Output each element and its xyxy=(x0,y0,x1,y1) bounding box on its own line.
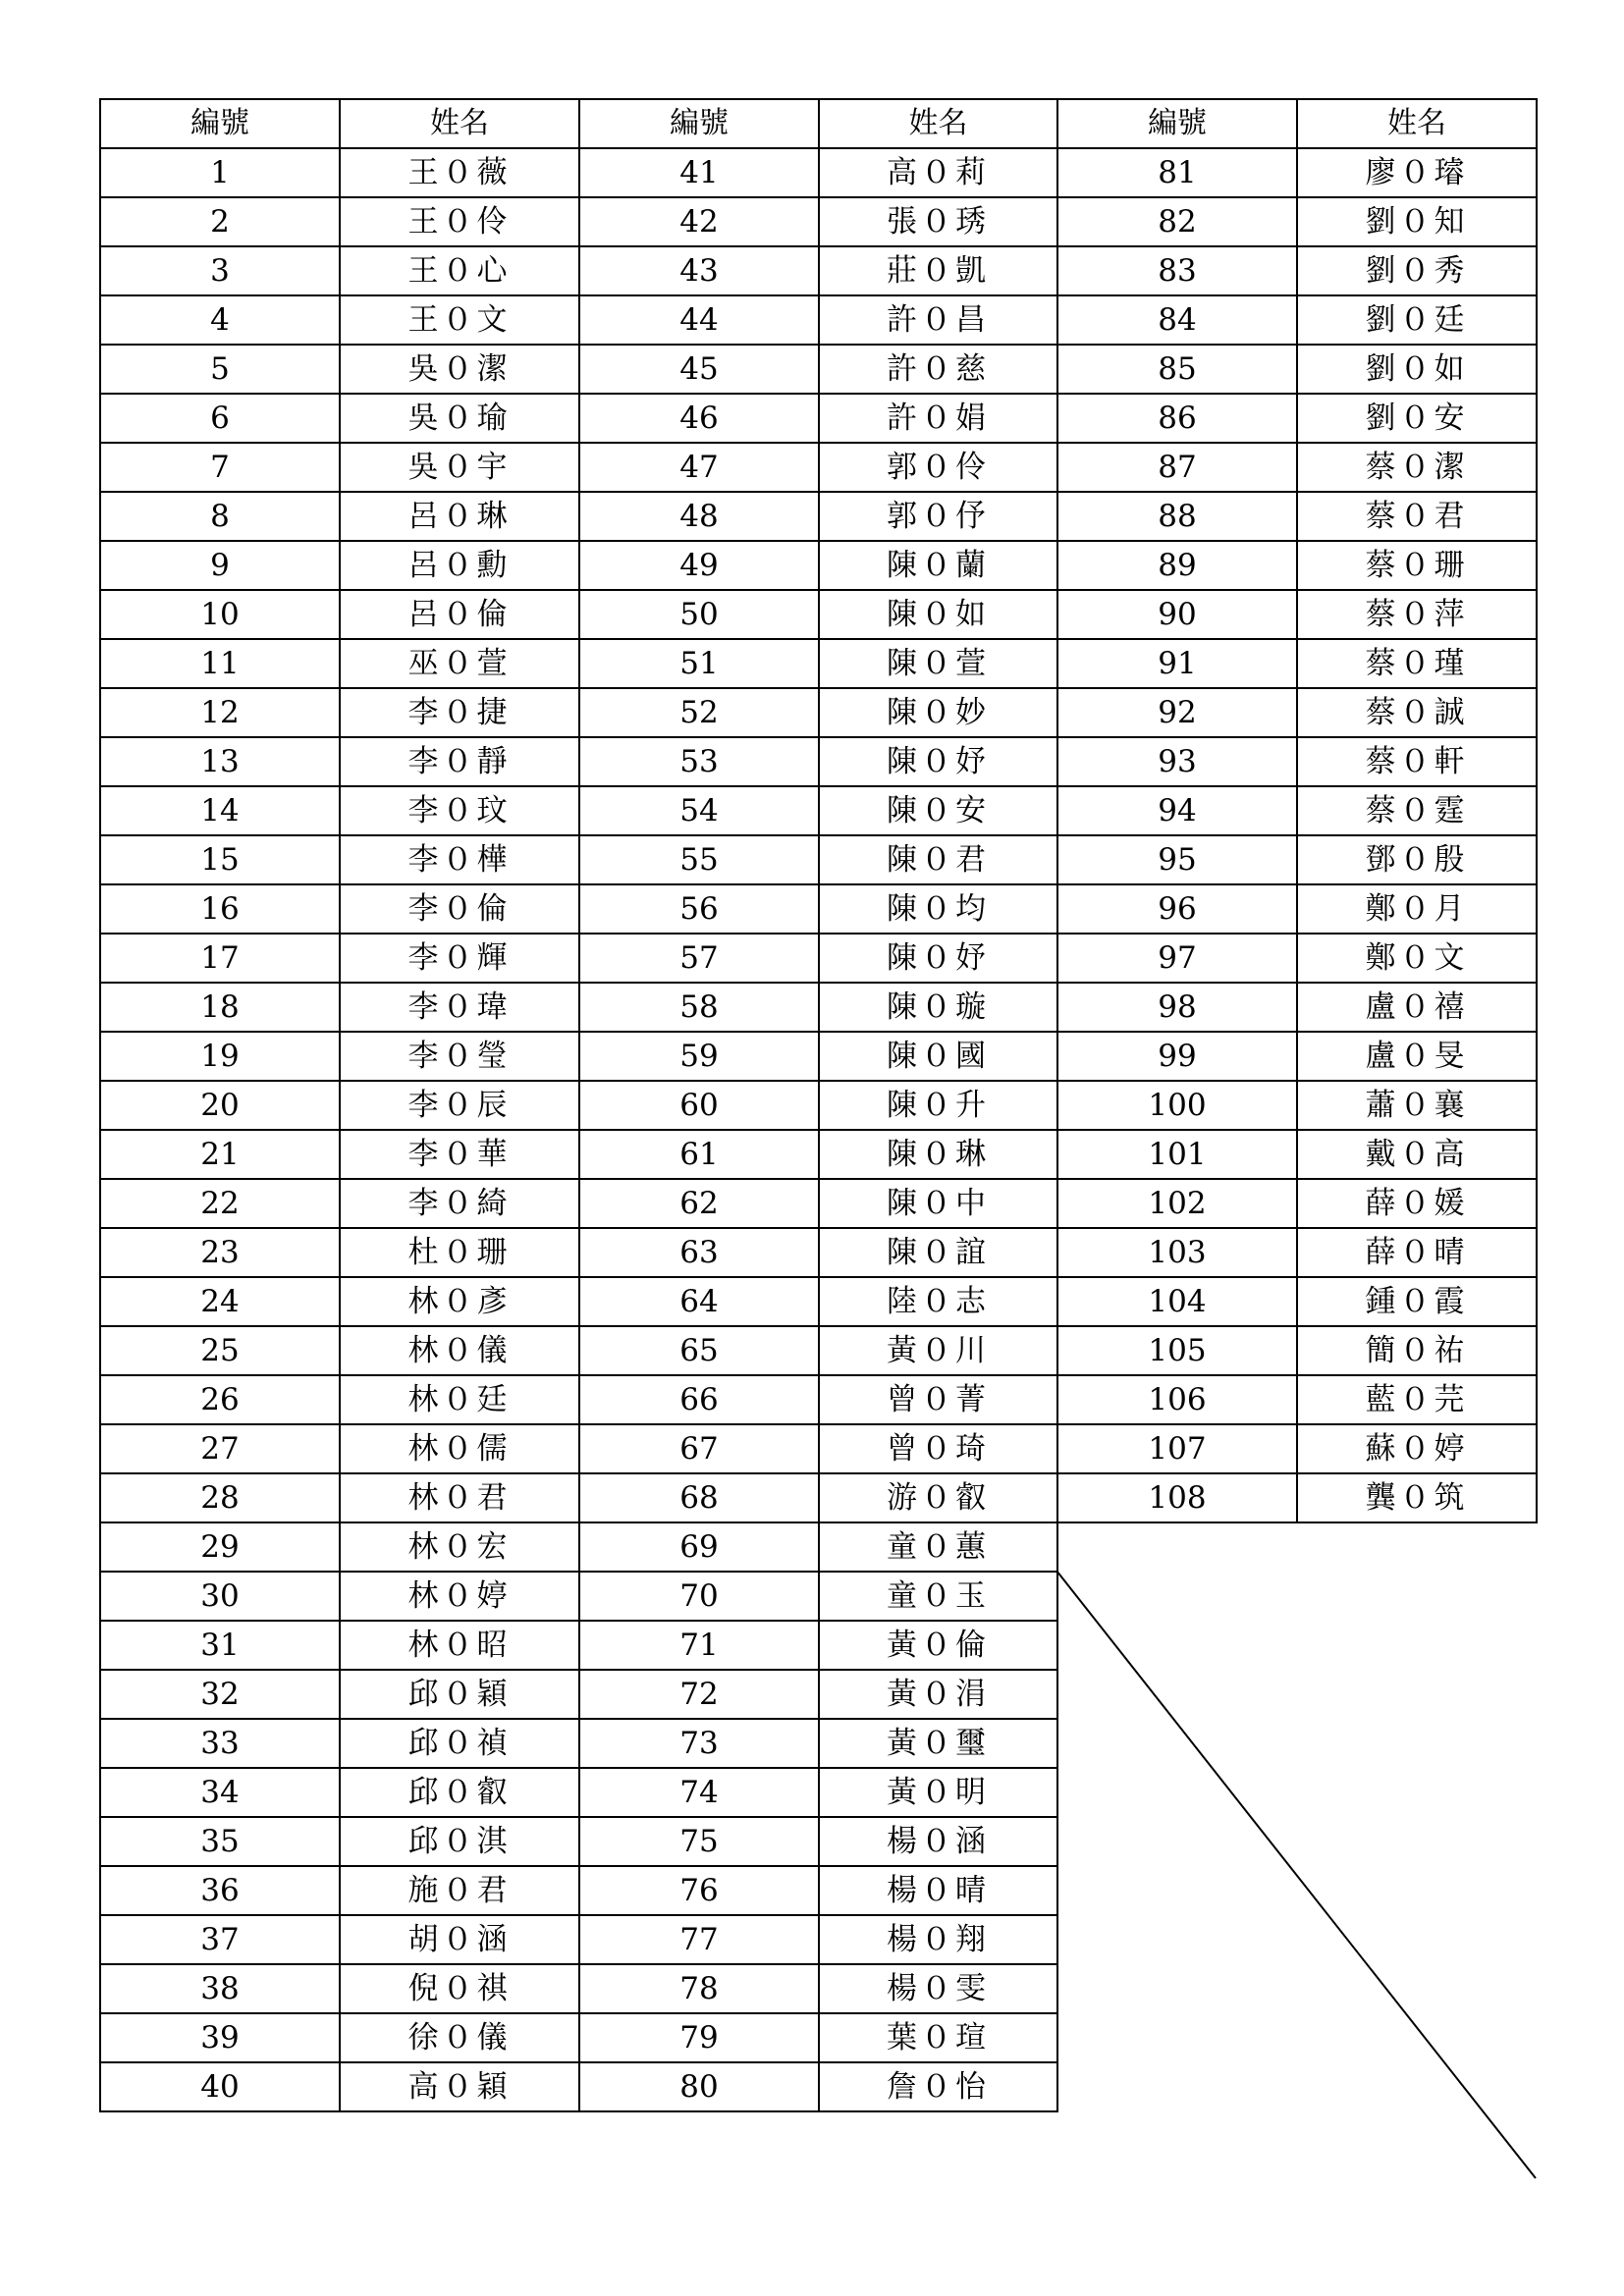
entry-name: 蔡０霆 xyxy=(1297,786,1537,835)
entry-number: 105 xyxy=(1057,1326,1297,1375)
entry-number: 41 xyxy=(579,148,819,197)
entry-name: 倪０祺 xyxy=(340,1964,579,2013)
entry-name: 林０廷 xyxy=(340,1375,579,1424)
entry-name: 林０儀 xyxy=(340,1326,579,1375)
table-row xyxy=(100,737,1537,786)
empty-cell xyxy=(1057,1522,1297,1572)
entry-number: 35 xyxy=(100,1817,340,1866)
entry-number: 38 xyxy=(100,1964,340,2013)
entry-name: 李０樺 xyxy=(340,835,579,884)
entry-name: 蔡０軒 xyxy=(1297,737,1537,786)
header-name: 姓名 xyxy=(340,99,579,148)
table-row xyxy=(100,1081,1537,1130)
table-row xyxy=(100,1130,1537,1179)
entry-number: 31 xyxy=(100,1621,340,1670)
entry-number: 36 xyxy=(100,1866,340,1915)
entry-name: 施０君 xyxy=(340,1866,579,1915)
entry-name: 吳０潔 xyxy=(340,345,579,394)
entry-number: 48 xyxy=(579,492,819,541)
entry-name: 李０瑋 xyxy=(340,983,579,1032)
entry-name: 蔡０潔 xyxy=(1297,443,1537,492)
table-row xyxy=(100,1228,1537,1277)
entry-name: 鍾０霞 xyxy=(1297,1277,1537,1326)
entry-name: 高０穎 xyxy=(340,2062,579,2111)
entry-number: 61 xyxy=(579,1130,819,1179)
entry-number: 33 xyxy=(100,1719,340,1768)
entry-number: 7 xyxy=(100,443,340,492)
table-row xyxy=(100,1424,1537,1473)
entry-number: 108 xyxy=(1057,1473,1297,1522)
entry-number: 92 xyxy=(1057,688,1297,737)
entry-number: 44 xyxy=(579,295,819,345)
entry-name: 鄭０文 xyxy=(1297,934,1537,983)
entry-name: 楊０雯 xyxy=(819,1964,1057,2013)
table-row xyxy=(100,541,1537,590)
entry-number: 47 xyxy=(579,443,819,492)
entry-name: 吳０瑜 xyxy=(340,394,579,443)
entry-name: 林０君 xyxy=(340,1473,579,1522)
entry-name: 鄧０殷 xyxy=(1297,835,1537,884)
entry-number: 73 xyxy=(579,1719,819,1768)
entry-name: 劉０知 xyxy=(1297,197,1537,246)
entry-number: 103 xyxy=(1057,1228,1297,1277)
entry-number: 57 xyxy=(579,934,819,983)
header-row xyxy=(100,99,1537,148)
entry-number: 32 xyxy=(100,1670,340,1719)
entry-name: 廖０璿 xyxy=(1297,148,1537,197)
entry-number: 85 xyxy=(1057,345,1297,394)
entry-number: 58 xyxy=(579,983,819,1032)
entry-name: 劉０秀 xyxy=(1297,246,1537,295)
entry-name: 陳０安 xyxy=(819,786,1057,835)
entry-name: 黃０璽 xyxy=(819,1719,1057,1768)
entry-name: 李０綺 xyxy=(340,1179,579,1228)
entry-name: 黃０倫 xyxy=(819,1621,1057,1670)
entry-number: 84 xyxy=(1057,295,1297,345)
entry-number: 40 xyxy=(100,2062,340,2111)
entry-name: 邱０穎 xyxy=(340,1670,579,1719)
table-row xyxy=(100,443,1537,492)
entry-name: 劉０廷 xyxy=(1297,295,1537,345)
entry-number: 102 xyxy=(1057,1179,1297,1228)
entry-name: 胡０涵 xyxy=(340,1915,579,1964)
entry-name: 林０昭 xyxy=(340,1621,579,1670)
entry-name: 曾０琦 xyxy=(819,1424,1057,1473)
entry-number: 66 xyxy=(579,1375,819,1424)
entry-number: 51 xyxy=(579,639,819,688)
entry-name: 邱０淇 xyxy=(340,1817,579,1866)
entry-number: 25 xyxy=(100,1326,340,1375)
entry-name: 李０倫 xyxy=(340,884,579,934)
entry-name: 陳０國 xyxy=(819,1032,1057,1081)
entry-number: 69 xyxy=(579,1522,819,1572)
entry-name: 童０玉 xyxy=(819,1572,1057,1621)
entry-name: 李０瑩 xyxy=(340,1032,579,1081)
entry-number: 100 xyxy=(1057,1081,1297,1130)
entry-name: 楊０晴 xyxy=(819,1866,1057,1915)
entry-name: 陸０志 xyxy=(819,1277,1057,1326)
table-row xyxy=(100,590,1537,639)
entry-number: 88 xyxy=(1057,492,1297,541)
entry-number: 87 xyxy=(1057,443,1297,492)
table-row xyxy=(100,934,1537,983)
table-row xyxy=(100,197,1537,246)
table-row xyxy=(100,492,1537,541)
entry-number: 89 xyxy=(1057,541,1297,590)
entry-number: 95 xyxy=(1057,835,1297,884)
entry-number: 55 xyxy=(579,835,819,884)
entry-name: 李０捷 xyxy=(340,688,579,737)
entry-name: 巫０萱 xyxy=(340,639,579,688)
table-row xyxy=(100,246,1537,295)
entry-name: 徐０儀 xyxy=(340,2013,579,2062)
entry-number: 96 xyxy=(1057,884,1297,934)
entry-number: 15 xyxy=(100,835,340,884)
entry-name: 陳０妙 xyxy=(819,688,1057,737)
entry-name: 林０宏 xyxy=(340,1522,579,1572)
entry-number: 2 xyxy=(100,197,340,246)
entry-name: 陳０君 xyxy=(819,835,1057,884)
entry-number: 29 xyxy=(100,1522,340,1572)
entry-number: 74 xyxy=(579,1768,819,1817)
entry-number: 21 xyxy=(100,1130,340,1179)
header-name: 姓名 xyxy=(1297,99,1537,148)
header-number: 編號 xyxy=(1057,99,1297,148)
entry-number: 8 xyxy=(100,492,340,541)
entry-number: 71 xyxy=(579,1621,819,1670)
entry-name: 林０彥 xyxy=(340,1277,579,1326)
entry-name: 陳０萱 xyxy=(819,639,1057,688)
header-number: 編號 xyxy=(579,99,819,148)
entry-number: 79 xyxy=(579,2013,819,2062)
entry-number: 97 xyxy=(1057,934,1297,983)
entry-number: 34 xyxy=(100,1768,340,1817)
entry-number: 106 xyxy=(1057,1375,1297,1424)
entry-name: 李０輝 xyxy=(340,934,579,983)
entry-number: 4 xyxy=(100,295,340,345)
entry-name: 詹０怡 xyxy=(819,2062,1057,2111)
entry-name: 蔡０瑾 xyxy=(1297,639,1537,688)
entry-number: 107 xyxy=(1057,1424,1297,1473)
entry-name: 許０昌 xyxy=(819,295,1057,345)
entry-number: 22 xyxy=(100,1179,340,1228)
entry-number: 17 xyxy=(100,934,340,983)
entry-number: 56 xyxy=(579,884,819,934)
entry-number: 46 xyxy=(579,394,819,443)
table-row xyxy=(100,1179,1537,1228)
entry-number: 83 xyxy=(1057,246,1297,295)
entry-number: 50 xyxy=(579,590,819,639)
entry-number: 6 xyxy=(100,394,340,443)
entry-name: 戴０高 xyxy=(1297,1130,1537,1179)
entry-name: 呂０勳 xyxy=(340,541,579,590)
entry-name: 陳０妤 xyxy=(819,737,1057,786)
table-row xyxy=(100,295,1537,345)
table-row xyxy=(100,884,1537,934)
entry-name: 游０叡 xyxy=(819,1473,1057,1522)
entry-name: 吳０宇 xyxy=(340,443,579,492)
entry-number: 67 xyxy=(579,1424,819,1473)
entry-name: 蘇０婷 xyxy=(1297,1424,1537,1473)
table-row xyxy=(100,1473,1537,1522)
entry-number: 28 xyxy=(100,1473,340,1522)
entry-number: 62 xyxy=(579,1179,819,1228)
entry-number: 63 xyxy=(579,1228,819,1277)
entry-number: 43 xyxy=(579,246,819,295)
entry-name: 高０莉 xyxy=(819,148,1057,197)
entry-name: 呂０琳 xyxy=(340,492,579,541)
entry-name: 王０伶 xyxy=(340,197,579,246)
entry-number: 26 xyxy=(100,1375,340,1424)
entry-number: 80 xyxy=(579,2062,819,2111)
entry-number: 39 xyxy=(100,2013,340,2062)
entry-name: 陳０升 xyxy=(819,1081,1057,1130)
entry-name: 杜０珊 xyxy=(340,1228,579,1277)
entry-name: 薛０媛 xyxy=(1297,1179,1537,1228)
entry-number: 76 xyxy=(579,1866,819,1915)
entry-number: 30 xyxy=(100,1572,340,1621)
entry-name: 李０玟 xyxy=(340,786,579,835)
entry-number: 20 xyxy=(100,1081,340,1130)
table-row xyxy=(100,639,1537,688)
entry-name: 莊０凱 xyxy=(819,246,1057,295)
table-row xyxy=(100,1032,1537,1081)
entry-number: 99 xyxy=(1057,1032,1297,1081)
table-row xyxy=(100,394,1537,443)
entry-name: 蔡０萍 xyxy=(1297,590,1537,639)
entry-name: 黃０明 xyxy=(819,1768,1057,1817)
entry-number: 78 xyxy=(579,1964,819,2013)
entry-number: 23 xyxy=(100,1228,340,1277)
table-row xyxy=(100,1522,1537,1572)
entry-name: 許０慈 xyxy=(819,345,1057,394)
entry-name: 陳０璇 xyxy=(819,983,1057,1032)
entry-number: 45 xyxy=(579,345,819,394)
entry-number: 10 xyxy=(100,590,340,639)
entry-number: 37 xyxy=(100,1915,340,1964)
entry-name: 楊０涵 xyxy=(819,1817,1057,1866)
entry-number: 60 xyxy=(579,1081,819,1130)
entry-name: 盧０旻 xyxy=(1297,1032,1537,1081)
table-row xyxy=(100,1326,1537,1375)
entry-number: 18 xyxy=(100,983,340,1032)
entry-name: 蔡０珊 xyxy=(1297,541,1537,590)
entry-number: 86 xyxy=(1057,394,1297,443)
entry-number: 49 xyxy=(579,541,819,590)
entry-name: 陳０蘭 xyxy=(819,541,1057,590)
entry-name: 陳０中 xyxy=(819,1179,1057,1228)
entry-name: 楊０翔 xyxy=(819,1915,1057,1964)
entry-number: 68 xyxy=(579,1473,819,1522)
entry-name: 李０靜 xyxy=(340,737,579,786)
table-row xyxy=(100,688,1537,737)
entry-name: 蔡０君 xyxy=(1297,492,1537,541)
entry-name: 曾０菁 xyxy=(819,1375,1057,1424)
entry-number: 24 xyxy=(100,1277,340,1326)
empty-cell xyxy=(1297,1522,1537,1572)
entry-name: 陳０妤 xyxy=(819,934,1057,983)
table-row xyxy=(100,786,1537,835)
entry-number: 52 xyxy=(579,688,819,737)
entry-number: 64 xyxy=(579,1277,819,1326)
entry-number: 101 xyxy=(1057,1130,1297,1179)
header-name: 姓名 xyxy=(819,99,1057,148)
entry-number: 104 xyxy=(1057,1277,1297,1326)
entry-name: 劉０如 xyxy=(1297,345,1537,394)
entry-name: 張０琇 xyxy=(819,197,1057,246)
entry-number: 59 xyxy=(579,1032,819,1081)
entry-number: 70 xyxy=(579,1572,819,1621)
table-row xyxy=(100,148,1537,197)
entry-name: 劉０安 xyxy=(1297,394,1537,443)
entry-name: 許０娟 xyxy=(819,394,1057,443)
entry-name: 葉０瑄 xyxy=(819,2013,1057,2062)
entry-name: 陳０琳 xyxy=(819,1130,1057,1179)
entry-number: 14 xyxy=(100,786,340,835)
entry-name: 王０薇 xyxy=(340,148,579,197)
entry-name: 王０心 xyxy=(340,246,579,295)
entry-name: 黃０川 xyxy=(819,1326,1057,1375)
entry-number: 19 xyxy=(100,1032,340,1081)
entry-number: 90 xyxy=(1057,590,1297,639)
entry-name: 蕭０襄 xyxy=(1297,1081,1537,1130)
entry-name: 鄭０月 xyxy=(1297,884,1537,934)
entry-name: 盧０禧 xyxy=(1297,983,1537,1032)
blank-area-diagonal xyxy=(1056,1571,1536,2178)
entry-number: 27 xyxy=(100,1424,340,1473)
header-number: 編號 xyxy=(100,99,340,148)
entry-name: 童０蕙 xyxy=(819,1522,1057,1572)
entry-number: 13 xyxy=(100,737,340,786)
entry-number: 3 xyxy=(100,246,340,295)
entry-number: 42 xyxy=(579,197,819,246)
entry-name: 薛０晴 xyxy=(1297,1228,1537,1277)
entry-name: 郭０伃 xyxy=(819,492,1057,541)
entry-name: 藍０芫 xyxy=(1297,1375,1537,1424)
entry-name: 龔０筑 xyxy=(1297,1473,1537,1522)
entry-number: 9 xyxy=(100,541,340,590)
entry-number: 65 xyxy=(579,1326,819,1375)
entry-name: 蔡０誠 xyxy=(1297,688,1537,737)
entry-number: 72 xyxy=(579,1670,819,1719)
entry-number: 98 xyxy=(1057,983,1297,1032)
entry-name: 邱０禎 xyxy=(340,1719,579,1768)
entry-number: 93 xyxy=(1057,737,1297,786)
entry-number: 16 xyxy=(100,884,340,934)
entry-name: 李０辰 xyxy=(340,1081,579,1130)
entry-name: 林０婷 xyxy=(340,1572,579,1621)
entry-name: 林０儒 xyxy=(340,1424,579,1473)
entry-number: 12 xyxy=(100,688,340,737)
entry-number: 11 xyxy=(100,639,340,688)
table-row xyxy=(100,1375,1537,1424)
table-row xyxy=(100,345,1537,394)
table-row xyxy=(100,835,1537,884)
entry-name: 陳０誼 xyxy=(819,1228,1057,1277)
roster-sheet xyxy=(99,98,1536,2178)
entry-name: 郭０伶 xyxy=(819,443,1057,492)
entry-number: 77 xyxy=(579,1915,819,1964)
entry-name: 李０華 xyxy=(340,1130,579,1179)
entry-name: 呂０倫 xyxy=(340,590,579,639)
entry-name: 黃０涓 xyxy=(819,1670,1057,1719)
entry-name: 王０文 xyxy=(340,295,579,345)
entry-number: 54 xyxy=(579,786,819,835)
entry-number: 91 xyxy=(1057,639,1297,688)
entry-name: 邱０叡 xyxy=(340,1768,579,1817)
entry-number: 5 xyxy=(100,345,340,394)
table-row xyxy=(100,1277,1537,1326)
entry-number: 1 xyxy=(100,148,340,197)
table-row xyxy=(100,983,1537,1032)
entry-number: 53 xyxy=(579,737,819,786)
entry-name: 陳０如 xyxy=(819,590,1057,639)
entry-number: 81 xyxy=(1057,148,1297,197)
entry-number: 75 xyxy=(579,1817,819,1866)
entry-number: 82 xyxy=(1057,197,1297,246)
entry-number: 94 xyxy=(1057,786,1297,835)
entry-name: 簡０祐 xyxy=(1297,1326,1537,1375)
entry-name: 陳０均 xyxy=(819,884,1057,934)
